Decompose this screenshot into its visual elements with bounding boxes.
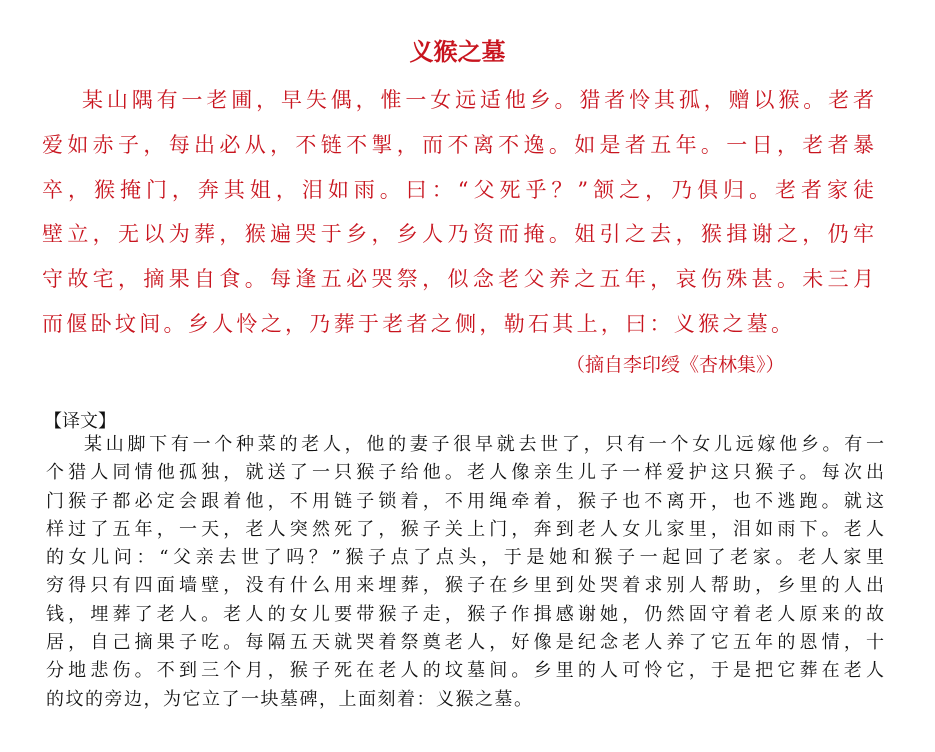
original-line: 守故宅，摘果自食。每逢五必哭祭，似念老父养之五年，哀伤殊甚。未三月 (42, 267, 874, 292)
translation-line: 分地悲伤。不到三个月，猴子死在老人的坟墓间。乡里的人可怜它，于是把它葬在老人 (46, 660, 884, 682)
translation-line: 的坟的旁边，为它立了一块墓碑，上面刻着：义猴之墓。 (46, 688, 534, 710)
translation-line: 穷得只有四面墙壁，没有什么用来埋葬，猴子在乡里到处哭着求别人帮助，乡里的人出 (46, 575, 884, 597)
page-title: 义猴之墓 (409, 37, 506, 66)
original-line: 卒，猴掩门，奔其姐，泪如雨。曰：“父死乎？”颔之，乃俱归。老者家徒 (42, 177, 874, 202)
translation-line: 样过了五年，一天，老人突然死了，猴子关上门，奔到老人女儿家里，泪如雨下。老人 (46, 518, 884, 540)
translation-line: 某山脚下有一个种菜的老人，他的妻子很早就去世了，只有一个女儿远嫁他乡。有一 (84, 434, 884, 455)
translation-line: 居，自己摘果子吃。每隔五天就哭着祭奠老人，好像是纪念老人养了它五年的恩情，十 (46, 632, 884, 654)
translation-heading: 【译文】 (44, 411, 116, 432)
translation-line: 的女儿问：“父亲去世了吗？”猴子点了点头，于是她和猴子一起回了老家。老人家里 (46, 547, 884, 569)
source-citation: （摘自李印绶《杏林集》） (566, 354, 785, 376)
translation-line: 门猴子都必定会跟着他，不用链子锁着，不用绳牵着，猴子也不离开，也不逃跑。就这 (46, 490, 884, 512)
original-line: 某山隅有一老圃，早失偶，惟一女远适他乡。猎者怜其孤，赠以猴。老者 (82, 88, 874, 112)
original-line: 爱如赤子，每出必从，不链不掣，而不离不逸。如是者五年。一日，老者暴 (42, 132, 874, 157)
translation-line: 个猎人同情他孤独，就送了一只猴子给他。老人像亲生儿子一样爱护这只猴子。每次出 (46, 462, 884, 484)
original-line: 而偃卧坟间。乡人怜之，乃葬于老者之侧，勒石其上，曰：义猴之墓。 (42, 311, 796, 336)
original-text (42, 84, 874, 353)
original-line: 壁立，无以为葬，猴遍哭于乡，乡人乃资而掩。姐引之去，猴揖谢之，仍牢 (42, 222, 874, 247)
translation-text (46, 432, 884, 715)
translation-line: 钱，埋葬了老人。老人的女儿要带猴子走，猴子作揖感谢她，仍然固守着老人原来的故 (46, 603, 884, 625)
